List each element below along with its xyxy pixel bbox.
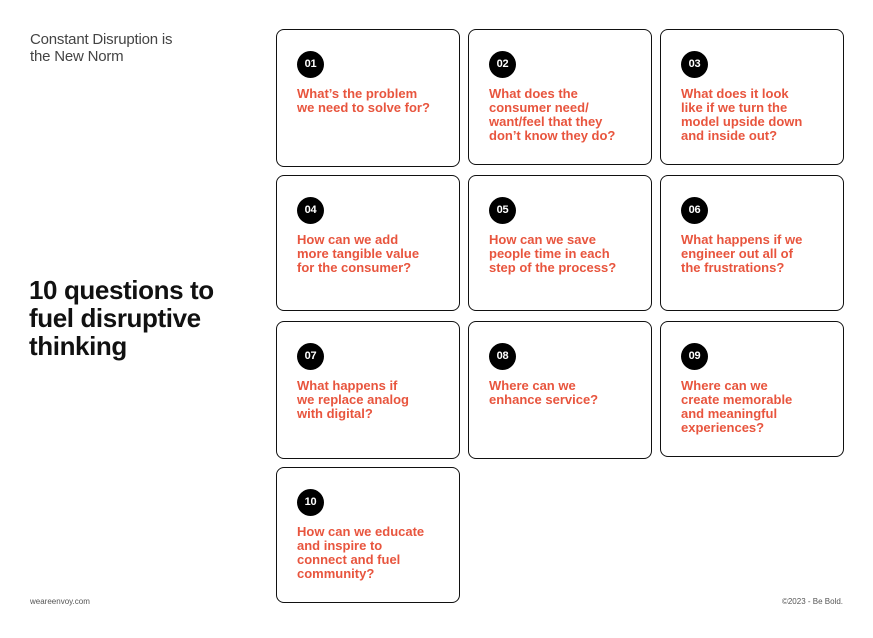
page-subtitle xyxy=(30,31,230,65)
question-line: How can we save xyxy=(489,232,596,247)
number-badge: 09 xyxy=(681,343,708,370)
question-line: for the consumer? xyxy=(297,260,412,275)
question-line: and inside out? xyxy=(681,128,778,143)
question-text xyxy=(489,233,637,275)
question-line: with digital? xyxy=(297,406,373,421)
question-text xyxy=(297,525,445,581)
question-line: we need to solve for? xyxy=(297,100,430,115)
question-text xyxy=(489,87,637,143)
number-badge: 03 xyxy=(681,51,708,78)
question-line: and meaningful xyxy=(681,406,778,421)
question-card-05 xyxy=(468,175,652,311)
question-line: we replace analog xyxy=(297,392,409,407)
number-badge: 02 xyxy=(489,51,516,78)
question-line: people time in each xyxy=(489,246,610,261)
question-line: more tangible value xyxy=(297,246,420,261)
question-line: What’s the problem xyxy=(297,86,418,101)
question-line: consumer need/ xyxy=(489,100,589,115)
subtitle-line: the New Norm xyxy=(30,48,124,65)
question-card-02 xyxy=(468,29,652,165)
question-line: How can we educate xyxy=(297,524,425,539)
question-line: enhance service? xyxy=(489,392,599,407)
question-text xyxy=(297,87,445,115)
question-line: What happens if we xyxy=(681,232,803,247)
number-badge: 08 xyxy=(489,343,516,370)
question-card-04 xyxy=(276,175,460,311)
question-line: engineer out all of xyxy=(681,246,793,261)
question-line: community? xyxy=(297,566,375,581)
title-line: fuel disruptive xyxy=(29,303,201,333)
question-text xyxy=(297,233,445,275)
number-badge: 04 xyxy=(297,197,324,224)
question-line: step of the process? xyxy=(489,260,617,275)
copyright-footer: ©2023 - Be Bold. xyxy=(781,597,843,606)
question-line: How can we add xyxy=(297,232,399,247)
question-text xyxy=(681,87,829,143)
question-line: and inspire to xyxy=(297,538,383,553)
question-card-01 xyxy=(276,29,460,167)
title-line: thinking xyxy=(29,331,127,361)
question-card-08 xyxy=(468,321,652,459)
question-line: create memorable xyxy=(681,392,793,407)
number-badge: 06 xyxy=(681,197,708,224)
question-line: want/feel that they xyxy=(489,114,603,129)
number-badge: 07 xyxy=(297,343,324,370)
question-text xyxy=(681,379,829,435)
question-line: Where can we xyxy=(681,378,768,393)
question-line: experiences? xyxy=(681,420,765,435)
number-badge: 10 xyxy=(297,489,324,516)
question-card-07 xyxy=(276,321,460,459)
number-badge: 05 xyxy=(489,197,516,224)
question-card-06 xyxy=(660,175,844,311)
number-badge: 01 xyxy=(297,51,324,78)
question-line: the frustrations? xyxy=(681,260,785,275)
question-line: What happens if xyxy=(297,378,398,393)
question-card-10 xyxy=(276,467,460,603)
title-line: 10 questions to xyxy=(29,275,214,305)
question-text xyxy=(489,379,637,407)
question-text xyxy=(297,379,445,421)
website-footer: weareenvoy.com xyxy=(30,597,90,606)
page-title xyxy=(29,276,259,360)
question-line: like if we turn the xyxy=(681,100,788,115)
question-line: What does it look xyxy=(681,86,789,101)
question-line: connect and fuel xyxy=(297,552,401,567)
subtitle-line: Constant Disruption is xyxy=(30,31,173,48)
question-text xyxy=(681,233,829,275)
question-line: Where can we xyxy=(489,378,576,393)
question-line: What does the xyxy=(489,86,578,101)
question-card-09 xyxy=(660,321,844,457)
question-line: model upside down xyxy=(681,114,803,129)
question-card-03 xyxy=(660,29,844,165)
question-line: don’t know they do? xyxy=(489,128,616,143)
